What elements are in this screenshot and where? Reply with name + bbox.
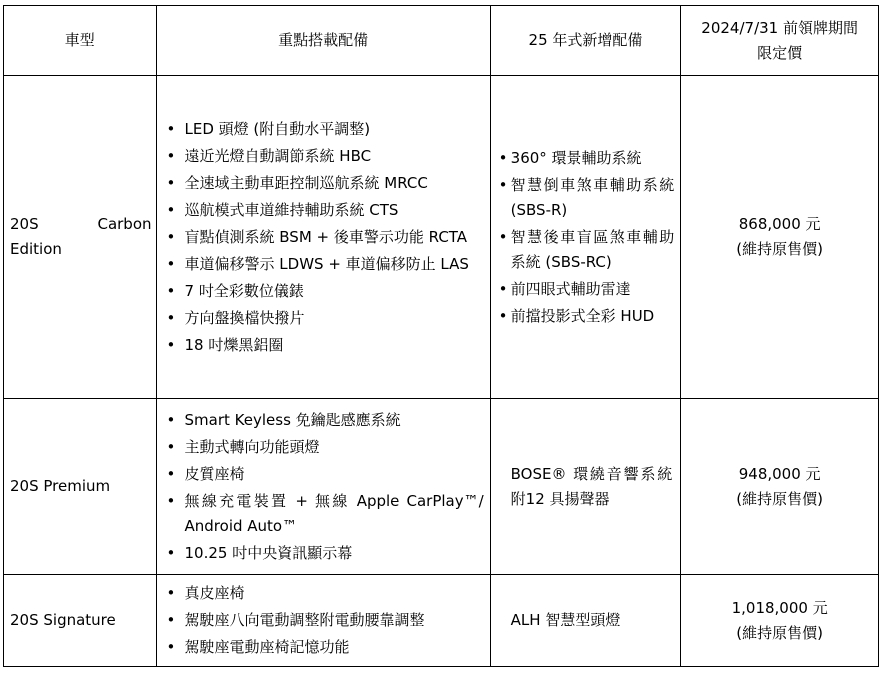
list-item: • 主動式轉向功能頭燈 <box>165 435 484 460</box>
model-name: 20S Carbon Edition <box>4 76 157 399</box>
list-item: • 全速域主動車距控制巡航系統 MRCC <box>165 171 484 196</box>
feature-list-cell <box>156 76 490 399</box>
new-feature-cell <box>490 76 681 399</box>
list-item: • 10.25 吋中央資訊顯示幕 <box>165 541 484 566</box>
pricing-table <box>3 5 879 667</box>
header-model: 車型 <box>4 6 157 76</box>
list-item: • 皮質座椅 <box>165 462 484 487</box>
list-item: • 車道偏移警示 LDWS + 車道偏移防止 LAS <box>165 252 484 277</box>
feature-list <box>157 117 490 358</box>
header-row <box>4 6 879 76</box>
list-item: • 360° 環景輔助系統 <box>497 146 675 171</box>
new-feature-list <box>491 146 681 329</box>
price-cell <box>681 399 879 575</box>
header-features: 重點搭載配備 <box>156 6 490 76</box>
feature-list-cell <box>156 575 490 667</box>
price-value: 1,018,000 元 <box>731 598 828 617</box>
list-item: • 遠近光燈自動調節系統 HBC <box>165 144 484 169</box>
feature-list <box>157 408 490 566</box>
list-item: • LED 頭燈 (附自動水平調整) <box>165 117 484 142</box>
model-name: 20S Premium <box>4 399 157 575</box>
list-item: • 駕駛座電動座椅記憶功能 <box>165 635 484 660</box>
price-note: (維持原售價) <box>736 489 823 508</box>
header-new-features: 25 年式新增配備 <box>490 6 681 76</box>
table-row <box>4 76 879 399</box>
table-row <box>4 575 879 667</box>
list-item: • 盲點偵測系統 BSM + 後車警示功能 RCTA <box>165 225 484 250</box>
list-item: • 方向盤換檔快撥片 <box>165 306 484 331</box>
model-name: 20S Signature <box>4 575 157 667</box>
list-item: • 前四眼式輔助雷達 <box>497 277 675 302</box>
price-note: (維持原售價) <box>736 623 823 642</box>
price-value: 868,000 元 <box>738 215 821 233</box>
list-item: • 智慧倒車煞車輔助系統 (SBS-R) <box>497 173 675 223</box>
header-price <box>681 6 879 76</box>
list-item: • 駕駛座八向電動調整附電動腰靠調整 <box>165 608 484 633</box>
feature-list-cell <box>156 399 490 575</box>
list-item: • 7 吋全彩數位儀錶 <box>165 279 484 304</box>
list-item: • 智慧後車盲區煞車輔助系統 (SBS-RC) <box>497 225 675 275</box>
new-feature-text: ALH 智慧型頭燈 <box>510 611 621 629</box>
feature-list <box>157 581 490 660</box>
list-item: • 真皮座椅 <box>165 581 484 606</box>
new-feature-cell <box>490 575 681 667</box>
table-row <box>4 399 879 575</box>
header-price-line1: 2024/7/31 前領牌期間 <box>701 18 858 37</box>
price-cell <box>681 76 879 399</box>
list-item: • 18 吋爍黑鋁圈 <box>165 333 484 358</box>
price-cell <box>681 575 879 667</box>
new-feature-text: BOSE® 環繞音響系統附12 具揚聲器 <box>510 464 673 508</box>
list-item: • 前擋投影式全彩 HUD <box>497 304 675 329</box>
price-note: (維持原售價) <box>736 240 823 258</box>
list-item: • 無線充電裝置 + 無線 Apple CarPlay™/ Android Auto™ <box>165 489 484 539</box>
list-item: • Smart Keyless 免鑰匙感應系統 <box>165 408 484 433</box>
list-item: • 巡航模式車道維持輔助系統 CTS <box>165 198 484 223</box>
price-value: 948,000 元 <box>738 464 821 483</box>
new-feature-cell <box>490 399 681 575</box>
header-price-line2: 限定價 <box>757 43 803 62</box>
